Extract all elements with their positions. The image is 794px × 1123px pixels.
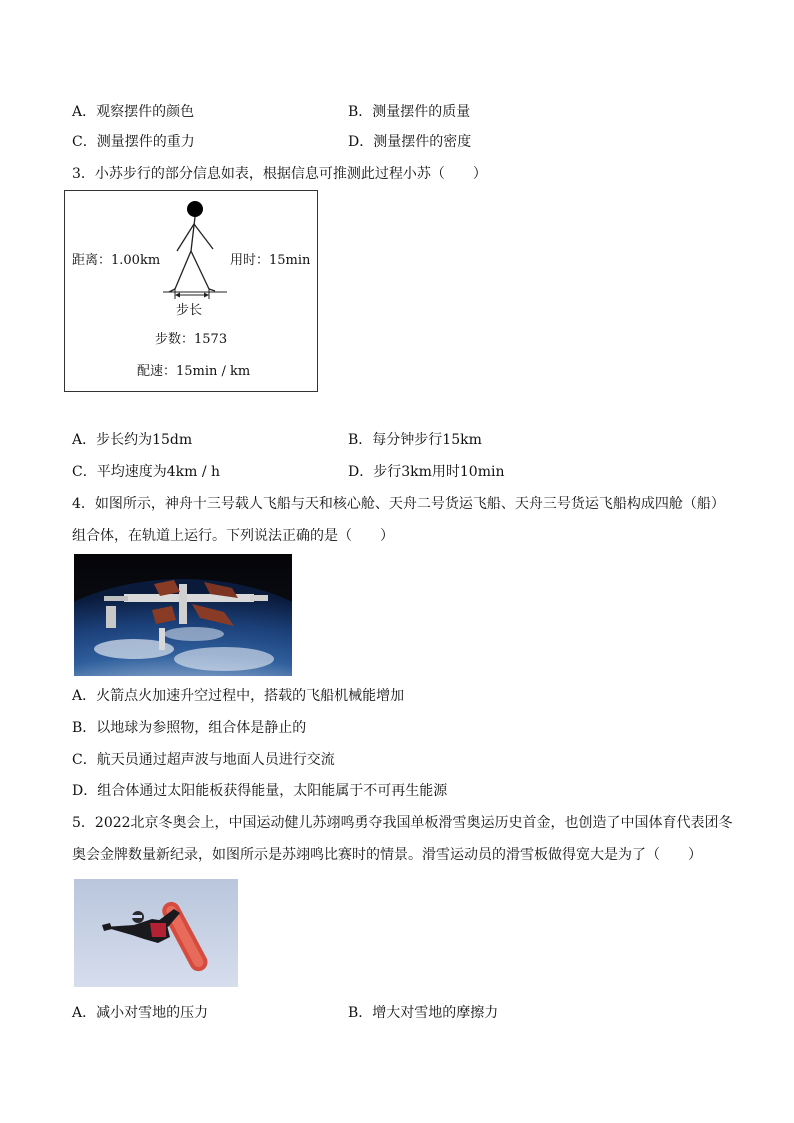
q2-option-d: D．测量摆件的密度	[348, 134, 472, 150]
snowboarder-photo	[74, 879, 238, 987]
q5-stem-line2: 奥会金牌数量新纪录，如图所示是苏翊鸣比赛时的情景。滑雪运动员的滑雪板做得宽大是为了（ ）	[72, 847, 702, 863]
figure-pace: 配速：15min / km	[137, 364, 251, 379]
figure-steps: 步数：1573	[155, 332, 228, 347]
q4-option-d: D．组合体通过太阳能板获得能量，太阳能属于不可再生能源	[72, 783, 448, 799]
q3-option-b: B．每分钟步行15km	[348, 432, 482, 448]
figure-step-label: 步长	[176, 303, 203, 318]
q3-option-c: C．平均速度为4km / h	[72, 464, 221, 480]
q3-stem: 3．小苏步行的部分信息如表，根据信息可推测此过程小苏（ ）	[72, 166, 487, 182]
q5-option-a: A．减小对雪地的压力	[72, 1005, 209, 1021]
q4-option-a: A．火箭点火加速升空过程中，搭载的飞船机械能增加	[72, 688, 405, 704]
q2-option-c: C．测量摆件的重力	[72, 134, 195, 150]
figure-distance: 距离：1.00km	[72, 253, 161, 268]
figure-time: 用时：15min	[230, 253, 311, 268]
q2-option-b: B．测量摆件的质量	[348, 104, 471, 120]
q4-option-c: C．航天员通过超声波与地面人员进行交流	[72, 752, 335, 768]
q3-option-a: A．步长约为15dm	[72, 432, 193, 448]
space-station-photo	[74, 554, 292, 676]
q3-option-d: D．步行3km用时10min	[348, 464, 505, 480]
q3-figure-box	[64, 190, 318, 392]
q2-option-a: A．观察摆件的颜色	[72, 104, 195, 120]
q4-option-b: B．以地球为参照物，组合体是静止的	[72, 720, 307, 736]
q4-stem-line1: 4．如图所示，神舟十三号载人飞船与天和核心舱、天舟二号货运飞船、天舟三号货运飞船构成四舱（船）	[72, 496, 725, 512]
q5-option-b: B．增大对雪地的摩擦力	[348, 1005, 499, 1021]
q4-stem-line2: 组合体，在轨道上运行。下列说法正确的是（ ）	[72, 528, 394, 544]
q5-stem-line1: 5．2022北京冬奥会上，中国运动健儿苏翊鸣勇夺我国单板滑雪奥运历史首金，也创造了中国体育代表团冬	[72, 815, 733, 831]
